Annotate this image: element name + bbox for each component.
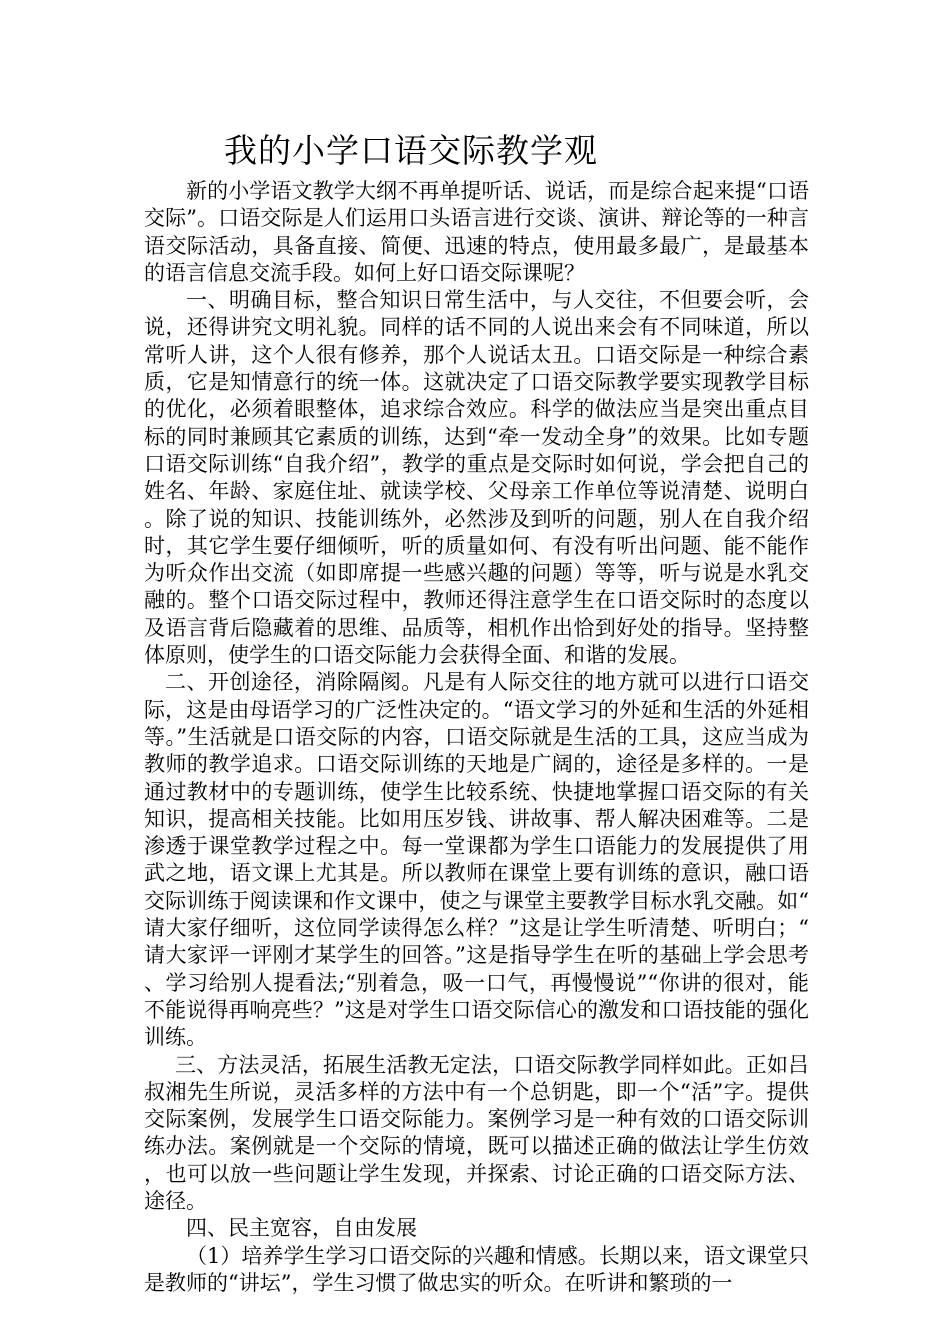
paragraph-section-1: 一、明确目标，整合知识日常生活中，与人交往，不但要会听，会说，还得讲究文明礼貌。同样的话不同的人说出来会有不同味道，所以常听人讲，这个人很有修养，那个人说话太丑。口语交际是一种综合素质，它是知情意行的统一体。这就决定了口语交际教学要实现教学目标的优化，必须着眼整体，追求综合效应。科学的做法应当是突出重点目标的同时兼顾其它素质的训练，达到“牵一发动全身”的效果。比如专题口语交际训练“自我介绍”，教学的重点是交际时如何说，学会把自己的姓名、年龄、家庭住址、就读学校、父母亲工作单位等说清楚、说明白。除了说的知识、技能训练外，必然涉及到听的问题，别人在自我介绍时，其它学生要仔细倾听，听的质量如何、有没有听出问题、能不能作为听众作出交流（如即席提一些感兴趣的问题）等等，听与说是水乳交融的。整个口语交际过程中，教师还得注意学生在口语交际时的态度以及语言背后隐藏着的思维、品质等，相机作出恰到好处的指导。坚持整体原则，使学生的口语交际能力会获得全面、和谐的发展。 [144,288,809,668]
document-page [144,128,809,1297]
paragraph-section-4-item-1: （1）培养学生学习口语交际的兴趣和情感。长期以来，语文课堂只是教师的“讲坛”，学生习惯了做忠实的听众。在听讲和繁琐的一 [144,1243,809,1295]
paragraph-section-2: 二、开创途径，消除隔阂。凡是有人际交往的地方就可以进行口语交际，这是由母语学习的广泛性决定的。“语文学习的外延和生活的外延相等。”生活就是口语交际的内容，口语交际就是生活的工具，这应当成为教师的教学追求。口语交际训练的天地是广阔的，途径是多样的。一是通过教材中的专题训练，使学生比较系统、快捷地掌握口语交际的有关知识，提高相关技能。比如用压岁钱、讲故事、帮人解决困难等。二是渗透于课堂教学过程之中。每一堂课都为学生口语能力的发展提供了用武之地，语文课上尤其是。所以教师在课堂上要有训练的意识，融口语交际训练于阅读课和作文课中，使之与课堂主要教学目标水乳交融。如“请大家仔细听，这位同学读得怎么样？”这是让学生听清楚、听明白；“请大家评一评刚才某学生的回答。”这是指导学生在听的基础上学会思考、学习给别人提看法;“别着急，吸一口气，再慢慢说”“你讲的很对，能不能说得再响亮些？”这是对学生口语交际信心的激发和口语技能的强化训练。 [144,670,809,1050]
paragraph-section-3: 三、方法灵活，拓展生活教无定法，口语交际教学同样如此。正如吕叔湘先生所说，灵活多样的方法中有一个总钥匙，即一个“活”字。提供交际案例，发展学生口语交际能力。案例学习是一种有效的口语交际训练办法。案例就是一个交际的情境，既可以描述正确的做法让学生仿效，也可以放一些问题让学生发现，并探索、讨论正确的口语交际方法、途径。 [144,1052,809,1213]
paragraph-section-4-heading: 四、民主宽容，自由发展 [186,1216,417,1241]
document-title: 我的小学口语交际教学观 [224,131,598,170]
paragraph-intro: 新的小学语文教学大纲不再单提听话、说话，而是综合起来提“口语交际”。口语交际是人们运用口头语言进行交谈、演讲、辩论等的一种言语交际活动，具备直接、简便、迅速的特点，使用最多最广，是最基本的语言信息交流手段。如何上好口语交际课呢？ [144,179,809,285]
